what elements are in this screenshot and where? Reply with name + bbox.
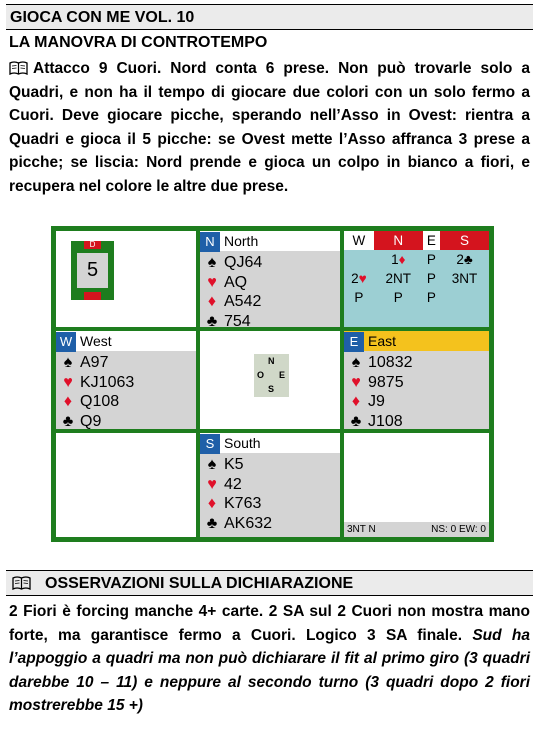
board-number: 5	[77, 253, 108, 288]
board-number-frame	[71, 241, 114, 300]
heart-icon: ♥	[207, 273, 217, 291]
bid-header-west: W	[344, 231, 374, 250]
north-seat-letter: N	[200, 232, 220, 252]
table-center	[200, 331, 340, 429]
heart-icon: ♥	[207, 475, 217, 493]
notes-paragraph	[9, 600, 530, 718]
club-icon: ♣	[350, 412, 362, 430]
west-name: West	[80, 333, 112, 349]
east-diamonds: ♦ J9	[348, 392, 489, 412]
west-seat-letter: W	[56, 332, 76, 352]
diamond-icon: ♦	[63, 393, 73, 410]
analysis-text: Attacco 9 Cuori. Nord conta 6 prese. Non può trovarle solo a Quadri, e non ha il tempo di giocare due colori con un solo fermo a Cuori. Deve giocare picche, sperando nell’Asso in Ovest: rientra a Quadri e gioca il 5 picche: se Ovest mette l’Asso affranca 3 prese a picche; se liscia: Nord prende e gioca un colpo in bianco a fiori, e recupera nel colore le altre due prese.	[9, 60, 530, 195]
bid-row: 1♦ P 2♣	[344, 250, 489, 269]
notes-text: 2 Fiori è forcing manche 4+ carte. 2 SA sul 2 Cuori non mostra mano forte, ma garantisce fermo a Cuori. Logico 3 SA finale.	[9, 603, 530, 644]
north-clubs: ♣ 754	[204, 312, 340, 332]
heart-icon: ♥	[351, 373, 361, 391]
east-spades: ♠ 10832	[348, 353, 489, 373]
score-label: NS: 0 EW: 0	[431, 524, 486, 535]
notes-italic-text: Sud ha l’appoggio a quadri ma non può dichiarare il fit al primo giro (3 quadri darebbe 10 – 11) e neppure al secondo turno (3 quadri dopo 2 fiori mostrerebbe 15 +)	[9, 626, 531, 714]
south-hand	[200, 433, 340, 537]
notes-title: OSSERVAZIONI SULLA DICHIARAZIONE	[45, 575, 354, 592]
page-header	[6, 4, 533, 30]
south-clubs: ♣ AK632	[204, 514, 340, 534]
page-title: GIOCA CON ME VOL. 10	[10, 9, 195, 26]
south-hearts: ♥ 42	[204, 475, 340, 495]
east-hearts: ♥ 9875	[348, 373, 489, 393]
diamond-icon: ♦	[207, 495, 217, 512]
dealer-indicator: D	[84, 241, 101, 249]
bid-row: 2♥ 2NT P 3NT	[351, 271, 478, 286]
spade-icon: ♠	[351, 354, 361, 371]
south-spades: ♠ K5	[204, 455, 340, 475]
notes-header	[6, 570, 533, 596]
west-spades: ♠ A97	[60, 353, 196, 373]
diamond-icon: ♦	[351, 393, 361, 410]
analysis-paragraph	[9, 57, 530, 198]
north-spades: ♠ QJ64	[204, 253, 340, 273]
bid-row: P P P	[354, 290, 436, 305]
west-header	[56, 331, 196, 351]
result-bar	[344, 522, 489, 537]
north-header	[200, 231, 340, 251]
south-seat-letter: S	[200, 434, 220, 454]
empty-panel	[56, 433, 196, 537]
west-clubs: ♣ Q9	[60, 412, 196, 432]
north-hand	[200, 231, 340, 330]
heart-icon: ♥	[63, 373, 73, 391]
west-diamonds: ♦ Q108	[60, 392, 196, 412]
book-icon	[9, 61, 28, 74]
spade-icon: ♠	[63, 354, 73, 371]
spade-icon: ♠	[207, 254, 217, 271]
north-diamonds: ♦ A542	[204, 292, 340, 312]
south-name: South	[224, 435, 261, 451]
east-header	[344, 331, 489, 351]
east-clubs: ♣ J108	[348, 412, 489, 432]
south-header	[200, 433, 340, 453]
bid-header-south: S	[440, 231, 489, 250]
east-hand	[344, 331, 489, 429]
east-name: East	[368, 333, 397, 349]
bridge-board	[51, 226, 494, 542]
club-icon: ♣	[206, 312, 218, 330]
book-icon	[12, 576, 31, 589]
bidding-panel	[344, 231, 489, 327]
bid-header-east: E	[423, 231, 440, 250]
diamond-icon: ♦	[207, 293, 217, 310]
west-hearts: ♥ KJ1063	[60, 373, 196, 393]
contract-label: 3NT N	[347, 524, 376, 535]
east-seat-letter: E	[344, 332, 364, 352]
bid-header-north: N	[374, 231, 423, 250]
club-icon: ♣	[62, 412, 74, 430]
west-hand	[56, 331, 196, 429]
result-panel	[344, 433, 489, 537]
section-subtitle: LA MANOVRA DI CONTROTEMPO	[9, 34, 268, 51]
spade-icon: ♠	[207, 456, 217, 473]
north-name: North	[224, 233, 259, 249]
bid-north-1: 1♦	[391, 252, 406, 267]
board-number-panel	[56, 231, 196, 327]
south-diamonds: ♦ K763	[204, 494, 340, 514]
club-icon: ♣	[206, 514, 218, 532]
vulnerability-indicator	[84, 292, 101, 300]
compass-icon: N O E S	[254, 354, 289, 397]
north-hearts: ♥ AQ	[204, 273, 340, 293]
